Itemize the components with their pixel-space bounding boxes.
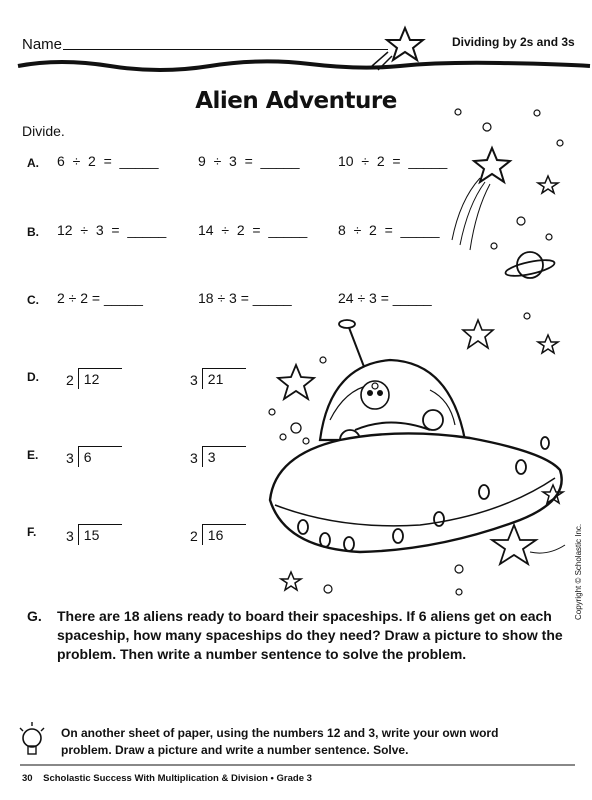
problem-b3: 8 ÷ 2 = _____	[338, 222, 440, 238]
dividend: 12	[78, 368, 122, 389]
problem-c3: 24 ÷ 3 = _____	[338, 290, 432, 306]
long-division-d1	[66, 372, 122, 389]
divisor: 3	[190, 450, 198, 466]
name-label: Name	[22, 36, 63, 53]
long-division-d2	[190, 372, 246, 389]
page-footer: 30 Scholastic Success With Multiplication & Division • Grade 3	[22, 773, 312, 784]
unit-title: Dividing by 2s and 3s	[452, 35, 575, 49]
problem-a1: 6 ÷ 2 = _____	[57, 153, 159, 169]
problem-a3: 10 ÷ 2 = _____	[338, 153, 448, 169]
divisor: 3	[66, 450, 74, 466]
bonus-prompt: On another sheet of paper, using the numbers 12 and 3, write your own word problem. Draw a picture and write a number sentence. Solve.	[61, 726, 499, 757]
row-label-f: F.	[27, 525, 37, 539]
row-label-a: A.	[27, 156, 39, 170]
long-division-e2	[190, 450, 246, 467]
row-label-e: E.	[27, 448, 39, 462]
dividend: 6	[78, 446, 122, 467]
page-title: Alien Adventure	[195, 88, 397, 114]
long-division-f1	[66, 528, 122, 545]
problem-a2: 9 ÷ 3 = _____	[198, 153, 300, 169]
lightbulb-icon	[20, 722, 44, 754]
dividend: 3	[202, 446, 246, 467]
problem-c1: 2 ÷ 2 = _____	[57, 290, 143, 306]
shooting-star-icon	[474, 148, 510, 182]
word-problem-label: G.	[27, 608, 42, 624]
header-star-icon	[387, 28, 423, 60]
divisor: 3	[66, 528, 74, 544]
header-wavy-line	[18, 61, 590, 70]
problem-c2: 18 ÷ 3 = _____	[198, 290, 292, 306]
divisor: 2	[66, 372, 74, 388]
divisor: 3	[190, 372, 198, 388]
ufo-illustration	[270, 320, 562, 552]
instructions: Divide.	[22, 123, 65, 139]
dividend: 21	[202, 368, 246, 389]
name-field[interactable]	[63, 49, 388, 50]
row-label-d: D.	[27, 370, 39, 384]
row-label-c: C.	[27, 293, 39, 307]
word-problem-text: There are 18 aliens ready to board their spaceships. If 6 aliens get on each spaceship, how many spaceships do they need? Draw a picture to show the problem. Then write a number sentence to solve the problem.	[57, 608, 563, 662]
dividend: 16	[202, 524, 246, 545]
problem-b2: 14 ÷ 2 = _____	[198, 222, 308, 238]
planet-icon	[504, 252, 555, 279]
long-division-e1	[66, 450, 122, 467]
dividend: 15	[78, 524, 122, 545]
long-division-f2	[190, 528, 246, 545]
divisor: 2	[190, 528, 198, 544]
problem-b1: 12 ÷ 3 = _____	[57, 222, 167, 238]
row-label-b: B.	[27, 225, 39, 239]
copyright-notice: Copyright © Scholastic Inc.	[574, 523, 583, 620]
